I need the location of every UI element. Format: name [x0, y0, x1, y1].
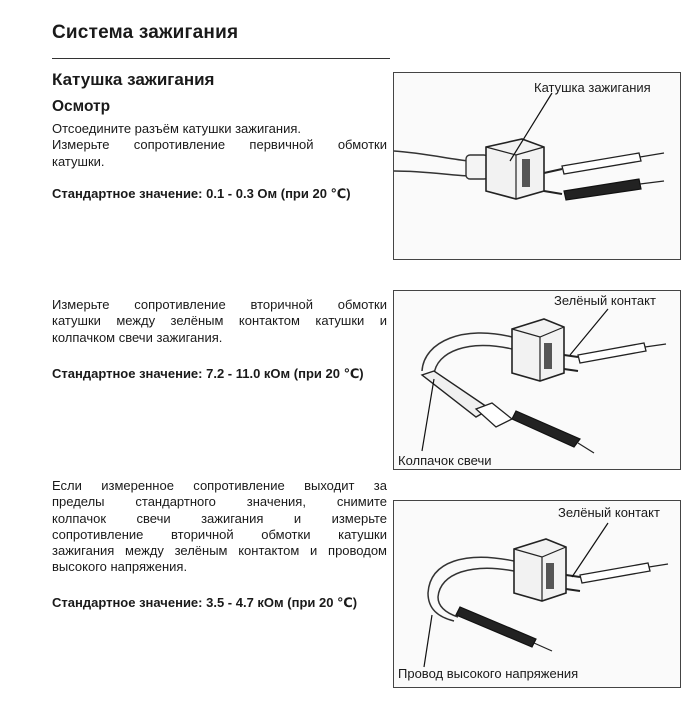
coil-with-spark-cap-illustration [394, 291, 680, 469]
green-contact-label: Зелёный контакт [558, 505, 660, 520]
step1-line: катушки. [52, 153, 105, 169]
step2-line: колпачком свечи зажигания. [52, 329, 223, 345]
hv-wire-label: Провод высокого напряжения [398, 666, 579, 681]
step3-line: высокого напряжения. [52, 559, 188, 575]
step1-line: Отсоедините разъём катушки зажигания. [52, 121, 302, 136]
step2-line: катушки между зелёным контактом катушки и [52, 313, 387, 329]
green-contact-label: Зелёный контакт [554, 293, 656, 308]
step3-line: пределы стандартного значения, снимите [52, 494, 387, 510]
step2-standard-value: Стандартное значение: 7.2 - 11.0 кОм (при 20 ℃) [52, 366, 364, 381]
step3-line: колпачок свечи зажигания и измерьте [52, 510, 387, 526]
title-divider [52, 58, 390, 59]
step1-line: Измерьте сопротивление первичной обмотки [52, 137, 387, 153]
figure-primary-coil-test [393, 72, 681, 260]
figure-secondary-coil-cap-test [393, 290, 681, 470]
step3-line: сопротивление вторичной обмотки катушки [52, 526, 387, 542]
page-title: Система зажигания [52, 22, 239, 43]
coil-label: Катушка зажигания [534, 80, 651, 95]
section-title: Катушка зажигания [52, 70, 215, 89]
step3-line: Если измеренное сопротивление выходит за [52, 478, 387, 493]
figure-secondary-coil-wire-test [393, 500, 681, 688]
step3-standard-value: Стандартное значение: 3.5 - 4.7 кОм (при 20 ℃) [52, 595, 358, 610]
step1-standard-value: Стандартное значение: 0.1 - 0.3 Ом (при 20 ℃) [52, 186, 351, 201]
step1-text [52, 121, 387, 170]
ignition-coil-illustration [394, 73, 680, 259]
step2-line: Измерьте сопротивление вторичной обмотки [52, 297, 387, 312]
section-subtitle: Осмотр [52, 98, 111, 115]
coil-with-hv-wire-illustration [394, 501, 680, 687]
step2-text [52, 297, 387, 346]
spark-cap-label: Колпачок свечи [398, 453, 492, 468]
step3-line: зажигания между зелёным контактом и проводом [52, 543, 387, 559]
step3-text [52, 478, 387, 576]
